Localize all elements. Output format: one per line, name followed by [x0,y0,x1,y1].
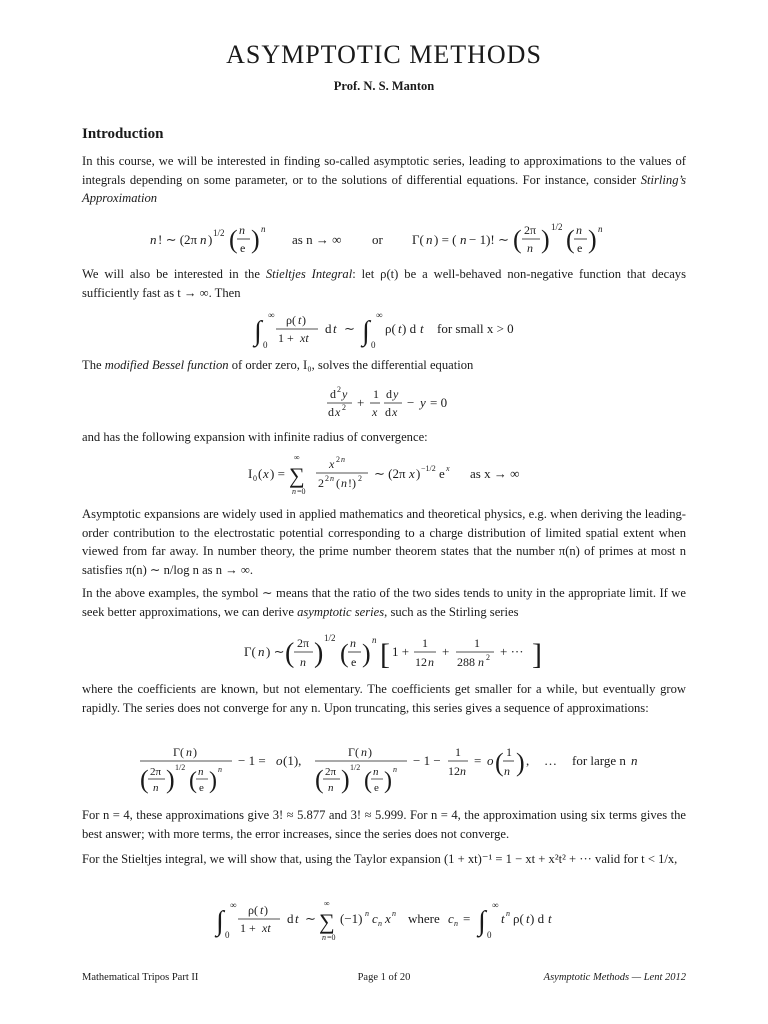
svg-text:x: x [329,457,335,471]
svg-text:n: n [341,455,345,464]
svg-text:2: 2 [336,455,340,464]
svg-text:,: , [526,753,530,768]
svg-text:1/2: 1/2 [350,763,361,772]
svg-text:0: 0 [263,340,268,350]
footer-course-term: Asymptotic Methods — Lent 2012 [543,972,686,983]
svg-text:2π: 2π [325,766,337,778]
svg-text:− 1 =: − 1 = [238,753,266,768]
svg-text:∞: ∞ [492,900,499,910]
svg-text:I: I [248,466,253,481]
svg-text:n: n [426,232,433,247]
svg-text:1 +: 1 + [278,331,294,345]
svg-text:(: ( [340,639,349,668]
svg-text:): ) [251,225,260,254]
svg-text:−1/2: −1/2 [421,464,436,473]
svg-text:t: t [548,911,552,926]
svg-text:0: 0 [225,930,230,940]
svg-text:): ) [264,903,268,917]
svg-text:n: n [506,909,510,918]
svg-text:∼: ∼ [344,321,355,336]
svg-text:n: n [150,232,157,247]
svg-text:x: x [409,466,415,481]
svg-text:n: n [350,636,356,650]
svg-text:12: 12 [415,655,427,669]
svg-text:n: n [454,919,458,928]
svg-text:y: y [342,387,348,401]
svg-text:t: t [333,321,337,336]
svg-text:(: ( [566,225,575,254]
svg-text:): ) [166,765,175,794]
paragraph-bessel: The modified Bessel function of order zero, I₀, solves the differential equation [82,358,474,372]
svg-text:2π: 2π [150,766,162,778]
svg-text:n: n [200,232,207,247]
svg-text:(: ( [189,768,197,794]
svg-text:1: 1 [373,387,379,401]
svg-text:∞: ∞ [376,310,383,320]
paragraph-expansion: and has the following expansion with infinite radius of convergence: [82,430,428,444]
svg-text:n: n [393,765,397,774]
svg-text:n: n [392,909,396,918]
svg-text:288: 288 [457,655,475,669]
svg-text:n: n [460,764,466,778]
document-title: ASYMPTOTIC METHODS [226,40,542,69]
svg-text:2: 2 [342,403,346,412]
svg-text:Γ(: Γ( [412,232,424,247]
svg-text:e: e [439,466,445,481]
approx-tail: for large n [572,753,626,768]
svg-text:n: n [239,223,245,237]
svg-text:(: ( [495,748,504,777]
svg-text:ρ(: ρ( [248,903,258,917]
svg-text:n: n [186,745,192,759]
svg-text:!): !) [348,476,356,490]
svg-text:n: n [322,933,326,942]
svg-text:d: d [325,321,332,336]
svg-text:n: n [460,232,467,247]
svg-text:t: t [298,313,302,327]
svg-text:): ) [541,225,550,254]
svg-text:t: t [295,911,299,926]
svg-text:1: 1 [506,745,512,759]
svg-text:n: n [218,765,222,774]
svg-text:1/2: 1/2 [551,222,563,232]
svg-text:∞: ∞ [268,310,275,320]
svg-text:! ∼ (2π: ! ∼ (2π [158,232,198,247]
footer-page-number: Page 1 of 20 [357,972,411,983]
svg-text:): ) [193,745,197,759]
svg-text:) d: ) d [402,321,417,336]
svg-text:=: = [463,911,471,926]
svg-text:t: t [526,911,530,926]
svg-text:n: n [261,224,266,234]
svg-text:(−1): (−1) [340,911,363,926]
svg-text:(: ( [229,225,238,254]
svg-text:): ) [208,232,213,247]
svg-text:1: 1 [474,636,480,650]
svg-text:2: 2 [358,474,362,483]
svg-text:d: d [386,387,392,401]
svg-text:+: + [357,395,365,410]
equation-stieltjes-series [82,896,686,944]
svg-text:y: y [393,387,399,401]
svg-text:+ ···: + ··· [500,644,524,659]
svg-text:n: n [341,476,347,490]
svg-text:e: e [374,782,379,794]
svg-text:1: 1 [422,636,428,650]
where-text: where [408,911,440,926]
svg-text:(: ( [258,466,263,481]
paragraph-asymptotic-series: In the above examples, the symbol ∼ means that the ratio of the two sides tends to unity in the appropriate limit. If we seek better approximations, we can derive asymptotic series, such as the Stirling series [82,586,686,619]
svg-text:2: 2 [486,653,490,662]
paragraph-applications: Asymptotic expansions are widely used in applied mathematics and theoretical physics, e.g. when deriving the leading-order contribution to the electrostatic potential corresponding to a charge distribution of limited spatial extent when viewed from far away. In number theory, the prime number theorem states that the number π(n) of primes at most n satisfies π(n) ∼ n/log n as n → ∞. [82,507,686,577]
paragraph-stieltjes: We will also be interested in the Stieltjes Integral: let ρ(t) be a well-behaved non-negative function that decays sufficiently fast as t → ∞. Then [82,267,686,300]
svg-text:): ) [302,313,306,327]
paragraph-n4: For n = 4, these approximations give 3! ≈ 5.877 and 3! ≈ 5.999. For n = 4, the approximation using six terms gives the best answer; with more terms, the error increases, since the series does not converge. [82,808,686,841]
svg-text:1/2: 1/2 [175,763,186,772]
svg-text:t: t [420,321,424,336]
svg-text:1: 1 [455,745,461,759]
svg-text:2: 2 [337,385,341,394]
svg-text:): ) [362,639,371,668]
svg-text:n: n [330,474,334,483]
equation-stirling-series [82,630,686,678]
svg-text:n: n [373,766,379,778]
svg-text:Γ(: Γ( [348,745,359,759]
svg-text:(: ( [140,765,149,794]
svg-text:12: 12 [448,764,460,778]
svg-text:c: c [372,911,378,926]
svg-text:(: ( [364,768,372,794]
paragraph-coefficients: where the coefficients are known, but not elementary. The coefficients get smaller for a while, but eventually grow rapidly. The series does not converge for any n. Upon truncating, this series gives a sequence of approximations: [82,682,686,715]
svg-text:2: 2 [325,474,329,483]
svg-text:): ) [368,745,372,759]
paragraph-taylor: For the Stieltjes integral, we will show that, using the Taylor expansion (1 + xt)⁻¹ = 1 − xt + x²t² + ··· valid for t < 1/x, [82,852,678,866]
svg-text:): ) [416,466,421,481]
svg-text:n: n [478,655,484,669]
svg-text:n: n [328,782,334,794]
svg-text:∑: ∑ [319,909,335,934]
svg-text:+: + [442,644,450,659]
svg-text:n: n [258,644,265,659]
svg-text:x: x [392,405,398,419]
svg-text:d: d [328,405,334,419]
svg-text:n: n [428,655,434,669]
svg-text:2π: 2π [524,223,537,237]
svg-text:x: x [372,405,378,419]
svg-text:e: e [351,655,357,669]
author-line: Prof. N. S. Manton [333,79,435,93]
svg-text:∞: ∞ [324,899,330,908]
svg-text:n: n [631,753,638,768]
svg-text:Γ(: Γ( [173,745,184,759]
stieltjes-tail: for small x > 0 [437,321,514,336]
equation-stieltjes [82,306,686,352]
svg-text:t: t [398,321,402,336]
or-text: or [372,232,383,247]
svg-text:=0: =0 [327,933,336,942]
equation-bessel-ode [82,382,686,426]
svg-text:) = (: ) = ( [434,232,457,247]
svg-text:0: 0 [487,930,492,940]
svg-text:n: n [504,764,510,778]
svg-text:∫: ∫ [362,316,370,347]
svg-text:x: x [385,911,391,926]
svg-text:o: o [487,753,494,768]
svg-text:) d: ) d [530,911,545,926]
svg-text:xt: xt [300,331,309,345]
svg-text:c: c [448,911,454,926]
svg-text:1/2: 1/2 [213,228,225,238]
svg-text:n: n [576,223,582,237]
svg-text:) ∼: ) ∼ [266,644,285,659]
svg-text:ρ(: ρ( [286,313,296,327]
svg-text:1 +: 1 + [392,644,410,659]
svg-text:[: [ [380,638,390,671]
svg-text:y: y [420,395,426,410]
svg-text:∼: ∼ [305,911,316,926]
svg-text:ρ(: ρ( [385,321,396,336]
footer-course: Mathematical Tripos Part II [82,972,199,983]
svg-text:Γ(: Γ( [244,644,256,659]
svg-text:n: n [361,745,367,759]
equation-approximations [82,740,686,796]
svg-text:−: − [407,395,415,410]
svg-text:): ) [209,768,217,794]
svg-text:(1),: (1), [283,753,302,768]
svg-text:t: t [260,903,264,917]
section-heading: Introduction [82,126,164,142]
equation-bessel-series [82,450,686,498]
svg-text:d: d [385,405,391,419]
svg-text:o: o [276,753,283,768]
svg-text:(: ( [315,765,324,794]
svg-text:n: n [598,224,603,234]
svg-text:n: n [300,655,306,669]
svg-text:∞: ∞ [230,900,237,910]
svg-text:t: t [501,911,505,926]
svg-text:n: n [153,782,159,794]
svg-text:∑: ∑ [289,463,305,488]
svg-text:=0: =0 [297,487,306,496]
svg-text:∫: ∫ [216,906,224,937]
svg-text:− 1)! ∼: − 1)! ∼ [469,232,509,247]
bessel-tail: as x → ∞ [470,466,520,481]
stirling-tail: as n → ∞ [292,232,342,247]
svg-text:1 +: 1 + [240,921,256,935]
svg-text:0: 0 [253,474,257,483]
svg-text:…: … [544,753,557,768]
svg-text:(: ( [336,476,340,490]
svg-text:n: n [372,635,377,645]
svg-text:x: x [263,466,269,481]
svg-text:n: n [527,241,533,255]
svg-text:e: e [577,241,583,255]
svg-text:): ) [516,748,525,777]
svg-text:0: 0 [371,340,376,350]
svg-text:n: n [378,919,382,928]
svg-text:): ) [588,225,597,254]
svg-text:n: n [365,909,369,918]
svg-text:e: e [240,241,246,255]
svg-text:): ) [341,765,350,794]
svg-text:2: 2 [318,476,324,490]
svg-text:(: ( [513,225,522,254]
svg-text:− 1 −: − 1 − [413,753,441,768]
svg-text:xt: xt [262,921,271,935]
svg-text:x: x [335,405,341,419]
svg-text:2π: 2π [297,636,310,650]
svg-text:n: n [292,487,296,496]
svg-text:∼ (2π: ∼ (2π [374,466,406,481]
svg-text:]: ] [532,638,542,671]
svg-text:n: n [198,766,204,778]
svg-text:d: d [330,387,336,401]
svg-text:=: = [474,753,482,768]
svg-text:d: d [287,911,294,926]
svg-text:(: ( [285,638,295,669]
svg-text:∫: ∫ [254,316,262,347]
svg-text:x: x [446,464,450,473]
svg-text:e: e [199,782,204,794]
svg-text:) =: ) = [270,466,285,481]
paragraph-intro: In this course, we will be interested in finding so-called asymptotic series, leading to approximations to the values of integrals depending on some parameter, or to the solutions of differential equations. For instance, consider Stirling’s Approximation [82,154,686,205]
svg-text:∞: ∞ [294,453,300,462]
svg-text:ρ(: ρ( [513,911,524,926]
svg-text:= 0: = 0 [430,395,448,410]
svg-text:∫: ∫ [478,906,486,937]
svg-text:): ) [384,768,392,794]
equation-stirling [82,216,686,262]
svg-text:1/2: 1/2 [324,633,336,643]
svg-text:): ) [314,638,324,669]
